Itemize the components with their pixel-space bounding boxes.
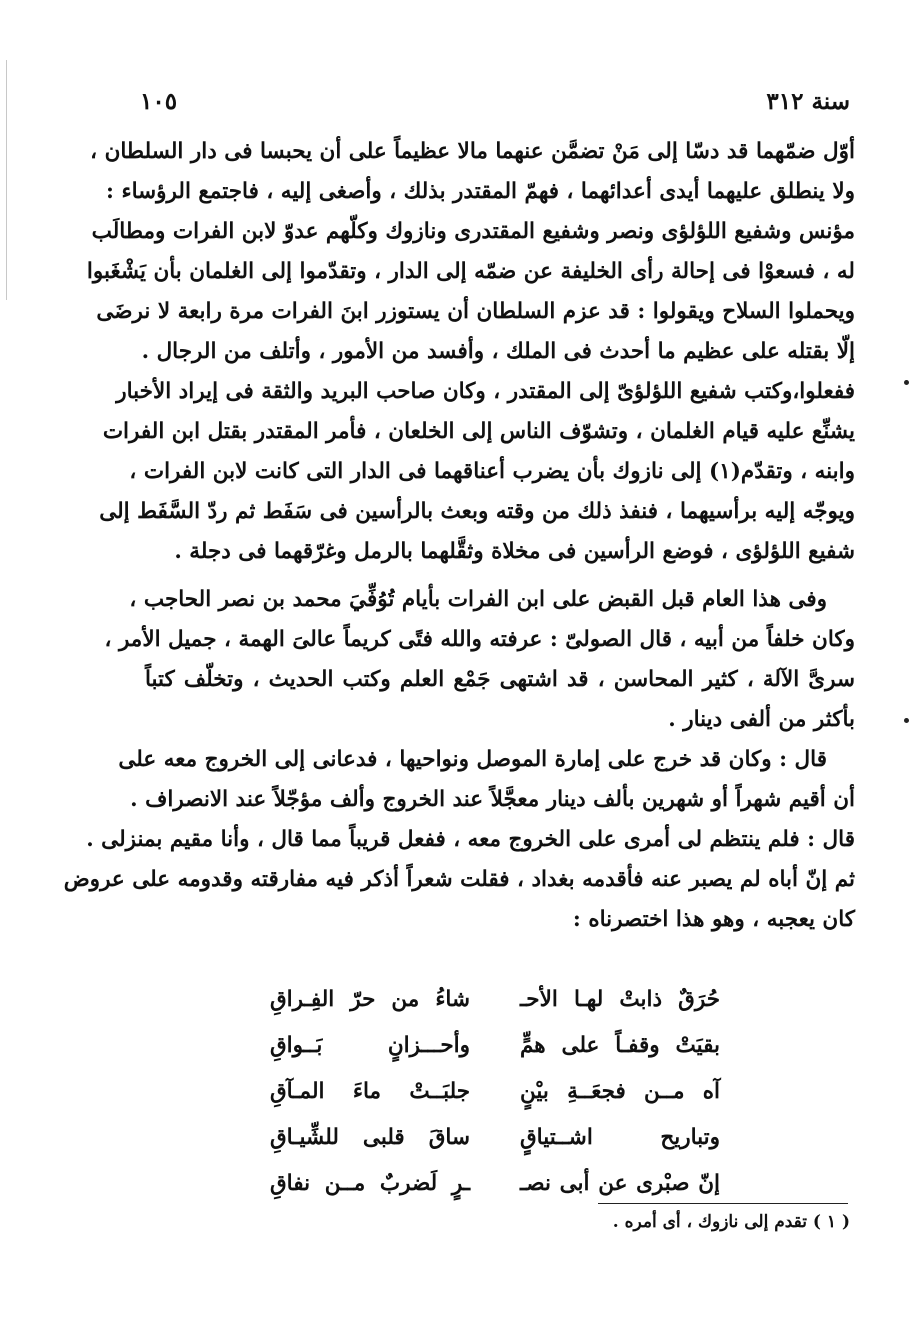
poem-verse <box>270 1115 720 1161</box>
paragraph <box>86 132 855 572</box>
verse-second-hemistich: ساقَ قلبى للشِّيـاقِ <box>270 1125 470 1150</box>
text-line: يشنِّع عليه قيام الغلمان ، وتشوّف الناس إلى الخلعان ، فأمر المقتدر بقتل ابن الفرات <box>102 419 855 444</box>
text-line: وكان خلفاً من أبيه ، قال الصولىّ : عرفته والله فتًى كريماً عالىَ الهمة ، جميل الأمر ، <box>104 627 855 652</box>
text-line: ويوجّه إليه برأسيهما ، فنفذ ذلك من وقته وبعث بالرأسين فى سَفَط ثم ردّ السَّفَط إلى <box>99 499 855 524</box>
verse-second-hemistich: جلبَــتْ ماءَ المـآقِ <box>270 1079 470 1104</box>
margin-dot <box>904 718 909 723</box>
text-line: ولا ينطلق عليهما أيدى أعدائهما ، فهمّ المقتدر بذلك ، وأصغى إليه ، فاجتمع الرؤساء : <box>106 179 855 204</box>
footnote-rule <box>598 1203 848 1204</box>
page-number: ١٠٥ <box>140 88 178 115</box>
text-line: له ، فسعوْا فى إحالة رأى الخليفة عن ضمّه إلى الدار ، وتقدّموا إلى الغلمان بأن يَشْغَبوا <box>86 259 855 284</box>
page-header <box>140 88 850 122</box>
paragraph <box>63 740 855 940</box>
text-line: سرىَّ الآلة ، كثير المحاسن ، قد اشتهى جَمْع العلم وكتب الحديث ، وتخلّف كتباً <box>145 667 855 692</box>
text-line: قال : وكان قد خرج على إمارة الموصل ونواحيها ، فدعانى إلى الخروج معه على <box>118 747 827 772</box>
poem <box>270 977 720 1207</box>
text-line: قال : فلم ينتظم لى أمرى على الخروج معه ، ففعل قريباً مما قال ، وأنا مقيم بمنزلى . <box>86 827 855 852</box>
verse-first-hemistich: حُرَقٌ ذابتْ لهـا الأحـ <box>520 987 720 1012</box>
verse-second-hemistich: شاءُ من حرّ الفِـراقِ <box>270 987 470 1012</box>
paragraph <box>104 580 855 740</box>
text-line: وفى هذا العام قبل القبض على ابن الفرات بأيام تُوُفِّيَ محمد بن نصر الحاجب ، <box>129 587 827 612</box>
poem-verse <box>270 977 720 1023</box>
poem-verse <box>270 1161 720 1207</box>
verse-first-hemistich: بقيَتْ وقفـاً على همٍّ <box>520 1033 720 1058</box>
text-line: ثم إنّ أباه لم يصبر عنه فأقدمه بغداد ، فقلت شعراً أذكر فيه مفارقته وقدومه على عروض <box>63 867 855 892</box>
verse-first-hemistich: وتباريح اشــتياقٍ <box>520 1125 720 1150</box>
verse-second-hemistich: وأحـــزانٍ بَــواقِ <box>270 1033 470 1058</box>
text-line: بأكثر من ألفى دينار . <box>668 707 855 732</box>
verse-first-hemistich: آه مــن فجعَــةِ بيْنٍ <box>520 1079 720 1104</box>
text-line: إلّا بقتله على عظيم ما أحدث فى الملك ، وأفسد من الأمور ، وأتلف من الرجال . <box>141 339 855 364</box>
text-line: ويحملوا السلاح ويقولوا : قد عزم السلطان أن يستوزر ابنَ الفرات مرة رابعة لا نرضَى <box>96 299 855 324</box>
paragraph-gap <box>145 572 855 580</box>
text-line: مؤنس وشفيع اللؤلؤى ونصر وشفيع المقتدرى ونازوك وكلّهم عدوّ لابن الفرات ومطالَب <box>91 219 855 244</box>
poem-verse <box>270 1023 720 1069</box>
text-line: أن أقيم شهراً أو شهرين بألف دينار معجَّلاً عند الخروج وألف مؤجّلاً عند الانصراف . <box>130 787 855 812</box>
footnote: ( ١ ) تقدم إلى نازوك ، أى أمره . <box>612 1212 850 1232</box>
text-line: أوّل ضمّهما قد دسّا إلى مَنْ تضمَّن عنهما مالا عظيماً على أن يحبسا فى دار السلطان ، <box>90 139 855 164</box>
poem-verse <box>270 1069 720 1115</box>
body-text <box>63 132 855 940</box>
scan-edge-line <box>6 60 7 300</box>
text-line: ففعلوا،وكتب شفيع اللؤلؤىّ إلى المقتدر ، وكان صاحب البريد والثقة فى إيراد الأخبار <box>116 379 855 404</box>
verse-second-hemistich: ـرٍ لَضربٌ مــن نفاقِ <box>270 1171 470 1196</box>
margin-dot <box>904 380 909 385</box>
text-line: كان يعجبه ، وهو هذا اختصرناه : <box>572 907 855 932</box>
text-line: وابنه ، وتقدّم(١) إلى نازوك بأن يضرب أعناقهما فى الدار التى كانت لابن الفرات ، <box>129 459 855 484</box>
header-year: سنة ٣١٢ <box>766 88 850 115</box>
verse-first-hemistich: إنّ صبْرى عن أبى نصـ <box>520 1171 720 1196</box>
text-line: شفيع اللؤلؤى ، فوضع الرأسين فى مخلاة وثقَّلهما بالرمل وغرّقهما فى دجلة . <box>174 539 855 564</box>
